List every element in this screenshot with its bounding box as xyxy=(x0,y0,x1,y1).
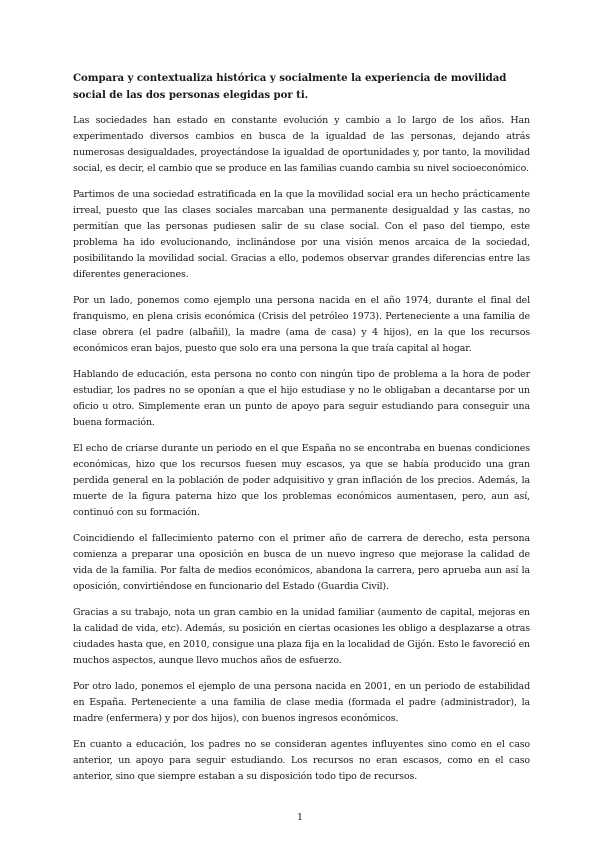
paragraph: Coincidiendo el fallecimiento paterno con el primer año de carrera de derecho, esta persona comienza a preparar una oposición en busca de un nuevo ingreso que mejorase la calidad de vida de la familia. Por falta de medios económicos, abandona la carrera, pero aprueba aun así la oposición, convirtiéndose en funcionario del Estado (Guardia Civil). xyxy=(73,533,530,592)
paragraph: En cuanto a educación, los padres no se consideran agentes influyentes sino como en el caso anterior, un apoyo para seguir estudiando. Los recursos no eran escasos, como en el caso anterior, sino que siempre estaban a su disposición todo tipo de recursos. xyxy=(73,739,530,782)
paragraph: Partimos de una sociedad estratificada en la que la movilidad social era un hecho prácticamente irreal, puesto que las clases sociales marcaban una permanente desigualdad y las castas, no permitían que las personas pudiesen salir de su clase social. Con el paso del tiempo, este problema ha ido evolucionando, inclinándose por una visión menos arcaica de la sociedad, posibilitando la movilidad social. Gracias a ello, podemos observar grandes diferencias entre las diferentes generaciones. xyxy=(73,189,530,280)
paragraph: El echo de criarse durante un periodo en el que España no se encontraba en buenas condiciones económicas, hizo que los recursos fuesen muy escasos, ya que se había producido una gran perdida general en la población de poder adquisitivo y gran inflación de los precios. Además, la muerte de la figura paterna hizo que los problemas económicos aumentasen, pero, aun así, continuó con su formación. xyxy=(73,443,530,518)
paragraph: Por un lado, ponemos como ejemplo una persona nacida en el año 1974, durante el final del franquismo, en plena crisis económica (Crisis del petróleo 1973). Perteneciente a una familia de clase obrera (el padre (albañil), la madre (ama de casa) y 4 hijos), en la que los recursos económicos eran bajos, puesto que solo era una persona la que traía capital al hogar. xyxy=(73,295,530,354)
question-heading: Compara y contextualiza histórica y socialmente la experiencia de movilidad social de las dos personas elegidas por ti. xyxy=(73,72,507,101)
paragraph: Por otro lado, ponemos el ejemplo de una persona nacida en 2001, en un periodo de estabilidad en España. Perteneciente a una familia de clase media (formada el padre (administrador), la madre (enfermera) y por dos hijos), con buenos ingresos económicos. xyxy=(73,681,530,724)
paragraph: Hablando de educación, esta persona no conto con ningún tipo de problema a la hora de poder estudiar, los padres no se oponían a que el hijo estudiase y no le obligaban a decantarse por un oficio u otro. Simplemente eran un punto de apoyo para seguir estudiando para conseguir una buena formación. xyxy=(73,369,530,428)
paragraph: Gracias a su trabajo, nota un gran cambio en la unidad familiar (aumento de capital, mejoras en la calidad de vida, etc). Además, su posición en ciertas ocasiones les obligo a desplazarse a otras ciudades hasta que, en 2010, consigue una plaza fija en la localidad de Gijón. Esto le favoreció en muchos aspectos, aunque llevo muchos años de esfuerzo. xyxy=(73,607,530,666)
paragraph: Las sociedades han estado en constante evolución y cambio a lo largo de los años. Han experimentado diversos cambios en busca de la igualdad de las personas, dejando atrás numerosas desigualdades, proyectándose la igualdad de oportunidades y, por tanto, la movilidad social, es decir, el cambio que se produce en las familias cuando cambia su nivel socioeconómico. xyxy=(73,115,530,174)
document-body xyxy=(73,70,530,795)
page-number: 1 xyxy=(296,812,304,823)
